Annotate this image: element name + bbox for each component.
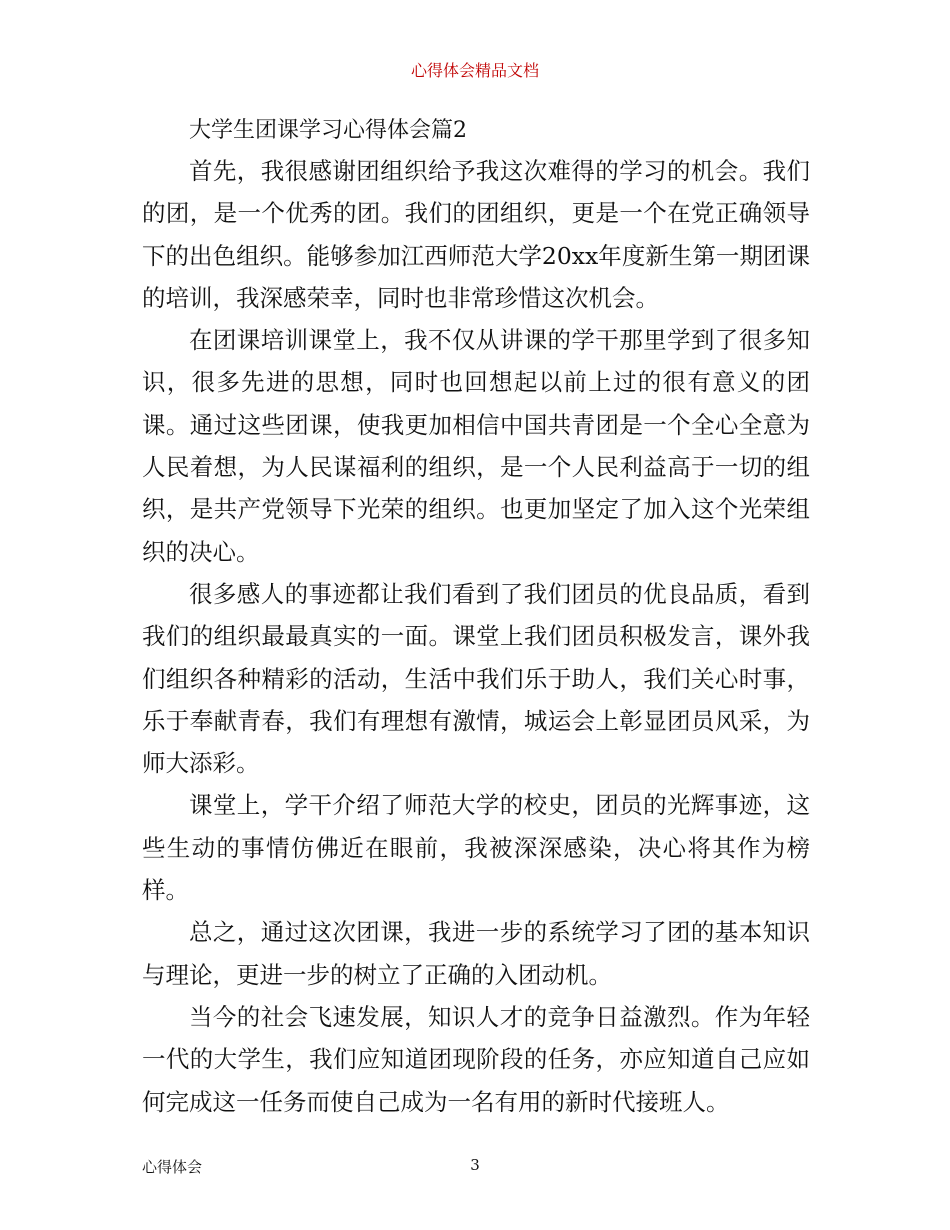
document-title: 大学生团课学习心得体会篇2 — [189, 118, 467, 143]
paragraph: 在团课培训课堂上，我不仅从讲课的学干那里学到了很多知识，很多先进的思想，同时也回想起以前上过的很有意义的团课。通过这些团课，使我更加相信中国共青团是一个全心全意为人民着想，为人民谋福利的组织，是一个人民利益高于一切的组织，是共产党领导下光荣的组织。也更加坚定了加入这个光荣组织的决心。 — [142, 326, 810, 566]
paragraph: 当今的社会飞速发展，知识人才的竞争日益激烈。作为年轻一代的大学生，我们应知道团现阶段的任务，亦应知道自己应如何完成这一任务而使自己成为一名有用的新时代接班人。 — [142, 1002, 810, 1116]
page-header: 心得体会精品文档 — [410, 61, 539, 80]
paragraph: 课堂上，学干介绍了师范大学的校史，团员的光辉事迹，这些生动的事情仿佛近在眼前，我被深深感染，决心将其作为榜样。 — [142, 791, 810, 905]
paragraph: 首先，我很感谢团组织给予我这次难得的学习的机会。我们的团，是一个优秀的团。我们的团组织，更是一个在党正确领导下的出色组织。能够参加江西师范大学20xx年度新生第一期团课的培训，我深感荣幸，同时也非常珍惜这次机会。 — [142, 157, 810, 312]
paragraph: 很多感人的事迹都让我们看到了我们团员的优良品质，看到我们的组织最最真实的一面。课堂上我们团员积极发言，课外我们组织各种精彩的活动，生活中我们乐于助人，我们关心时事，乐于奉献青春，我们有理想有激情，城运会上彰显团员风采，为师大添彩。 — [142, 579, 810, 778]
paragraph: 总之，通过这次团课，我进一步的系统学习了团的基本知识与理论，更进一步的树立了正确的入团动机。 — [142, 918, 810, 989]
document-body — [142, 112, 810, 1123]
footer-label: 心得体会 — [142, 1158, 203, 1176]
page-number: 3 — [470, 1156, 480, 1174]
